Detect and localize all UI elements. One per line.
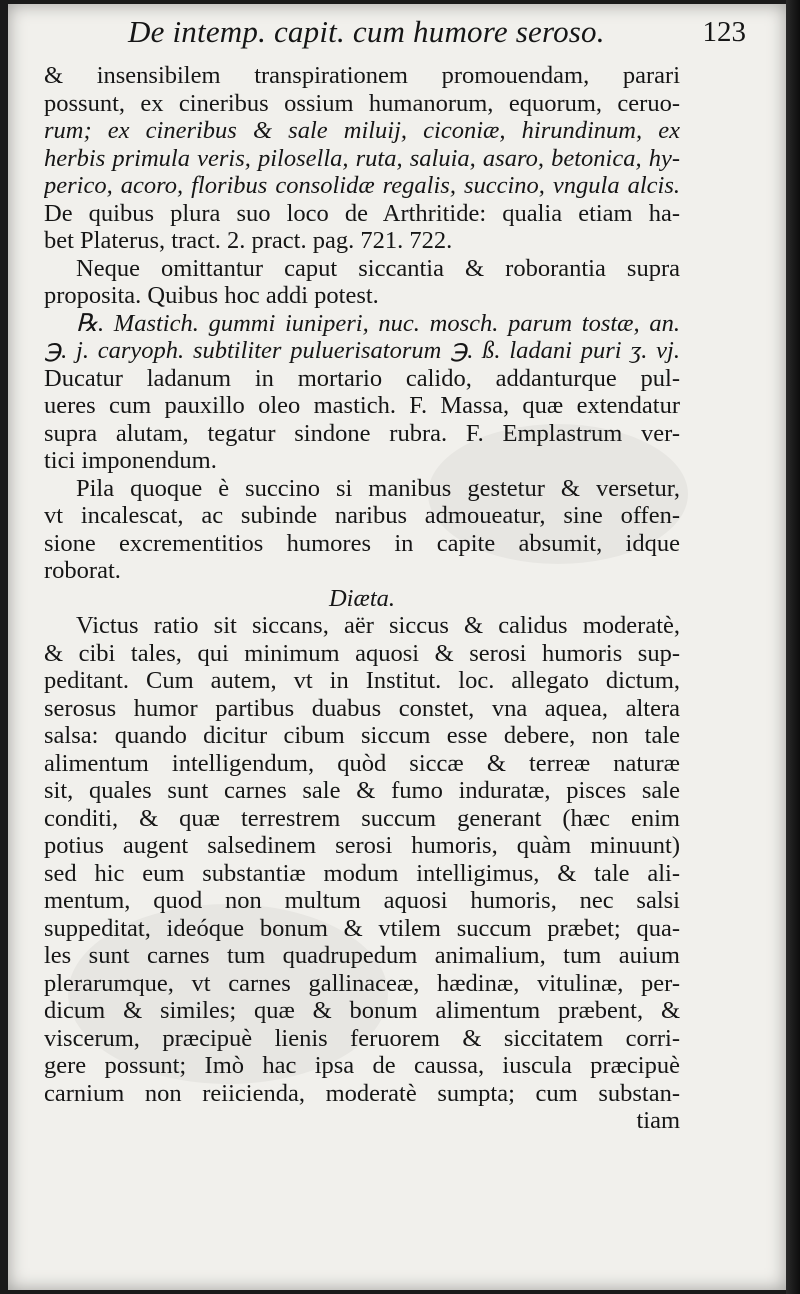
text-line: perico, acoro, floribus consolidæ regalis, succino, vngula alcis.: [44, 172, 680, 199]
text-line: ueres cum pauxillo oleo mastich. F. Massa, quæ extendatur: [44, 392, 680, 419]
text-line: gere possunt; Imò hac ipsa de caussa, iuscula præcipuè: [44, 1052, 680, 1079]
text-line: & insensibilem transpirationem promouendam, parari: [44, 62, 680, 89]
text-line: possunt, ex cineribus ossium humanorum, equorum, ceruo-: [44, 89, 680, 117]
text-line: alimentum intelligendum, quòd siccæ & terreæ naturæ: [44, 749, 680, 777]
book-spine-shadow: [786, 0, 800, 1294]
text-line: vt incalescat, ac subinde naribus admoueatur, sine offen-: [44, 502, 680, 529]
text-line: Ducatur ladanum in mortario calido, addanturque pul-: [44, 364, 680, 392]
text-line: proposita. Quibus hoc addi potest.: [44, 282, 379, 309]
text-line: carnium non reiicienda, moderatè sumpta; cum substan-: [44, 1079, 680, 1107]
text-line: Neque omittantur caput siccantia & roborantia supra: [76, 254, 680, 282]
text-line: & cibi tales, qui minimum aquosi & serosi humoris sup-: [44, 639, 680, 667]
text-line: suppeditat, ideóque bonum & vtilem succum præbet; qua-: [44, 914, 680, 942]
text-line: tiam: [636, 1107, 680, 1134]
text-line: ℞. Mastich. gummi iuniperi, nuc. mosch. parum tostæ, an.: [76, 309, 680, 337]
text-line: Diæta.: [328, 584, 396, 612]
page-number: 123: [702, 16, 746, 48]
text-line: conditi, & quæ terrestrem succum generant (hæc enim: [44, 804, 680, 832]
text-line: tici imponendum.: [44, 447, 217, 474]
book-page: [8, 4, 786, 1290]
text-line: herbis primula veris, pilosella, ruta, saluia, asaro, betonica, hy-: [44, 144, 680, 172]
text-line: salsa: quando dicitur cibum siccum esse debere, non tale: [44, 722, 680, 749]
text-line: Victus ratio sit siccans, aër siccus & calidus moderatè,: [76, 612, 680, 639]
text-line: plerarumque, vt carnes gallinaceæ, hædinæ, vitulinæ, per-: [44, 969, 680, 997]
text-line: mentum, quod non multum aquosi humoris, nec salsi: [44, 887, 680, 914]
text-line: ℈. j. caryoph. subtiliter puluerisatorum ℈. ß. ladani puri ʒ. vj.: [44, 337, 680, 364]
body-text: [44, 62, 680, 1135]
text-line: les sunt carnes tum quadrupedum animalium, tum auium: [44, 942, 680, 969]
text-line: De quibus plura suo loco de Arthritide: qualia etiam ha-: [44, 199, 680, 227]
text-line: sed hic eum substantiæ modum intelligimus, & tale ali-: [44, 859, 680, 887]
text-line: dicum & similes; quæ & bonum alimentum præbent, &: [44, 997, 680, 1024]
text-line: serosus humor partibus duabus constet, vna aquea, altera: [44, 694, 680, 722]
text-line: supra alutam, tegatur sindone rubra. F. Emplastrum ver-: [44, 419, 680, 447]
text-line: Pila quoque è succino si manibus gestetur & versetur,: [76, 474, 680, 502]
text-line: viscerum, præcipuè lienis feruorem & siccitatem corri-: [44, 1024, 680, 1052]
running-title: De intemp. capit. cum humore seroso.: [128, 14, 605, 49]
text-line: peditant. Cum autem, vt in Institut. loc. allegato dictum,: [44, 667, 680, 694]
text-line: roborat.: [44, 557, 121, 584]
text-line: rum; ex cineribus & sale miluij, ciconiæ, hirundinum, ex: [44, 117, 680, 144]
text-line: potius augent salsedinem serosi humoris, quàm minuunt): [44, 832, 680, 859]
text-line: sione excrementitios humores in capite absumit, idque: [44, 529, 680, 557]
text-line: bet Platerus, tract. 2. pract. pag. 721. 722.: [44, 227, 453, 254]
text-line: sit, quales sunt carnes sale & fumo induratæ, pisces sale: [44, 777, 680, 804]
